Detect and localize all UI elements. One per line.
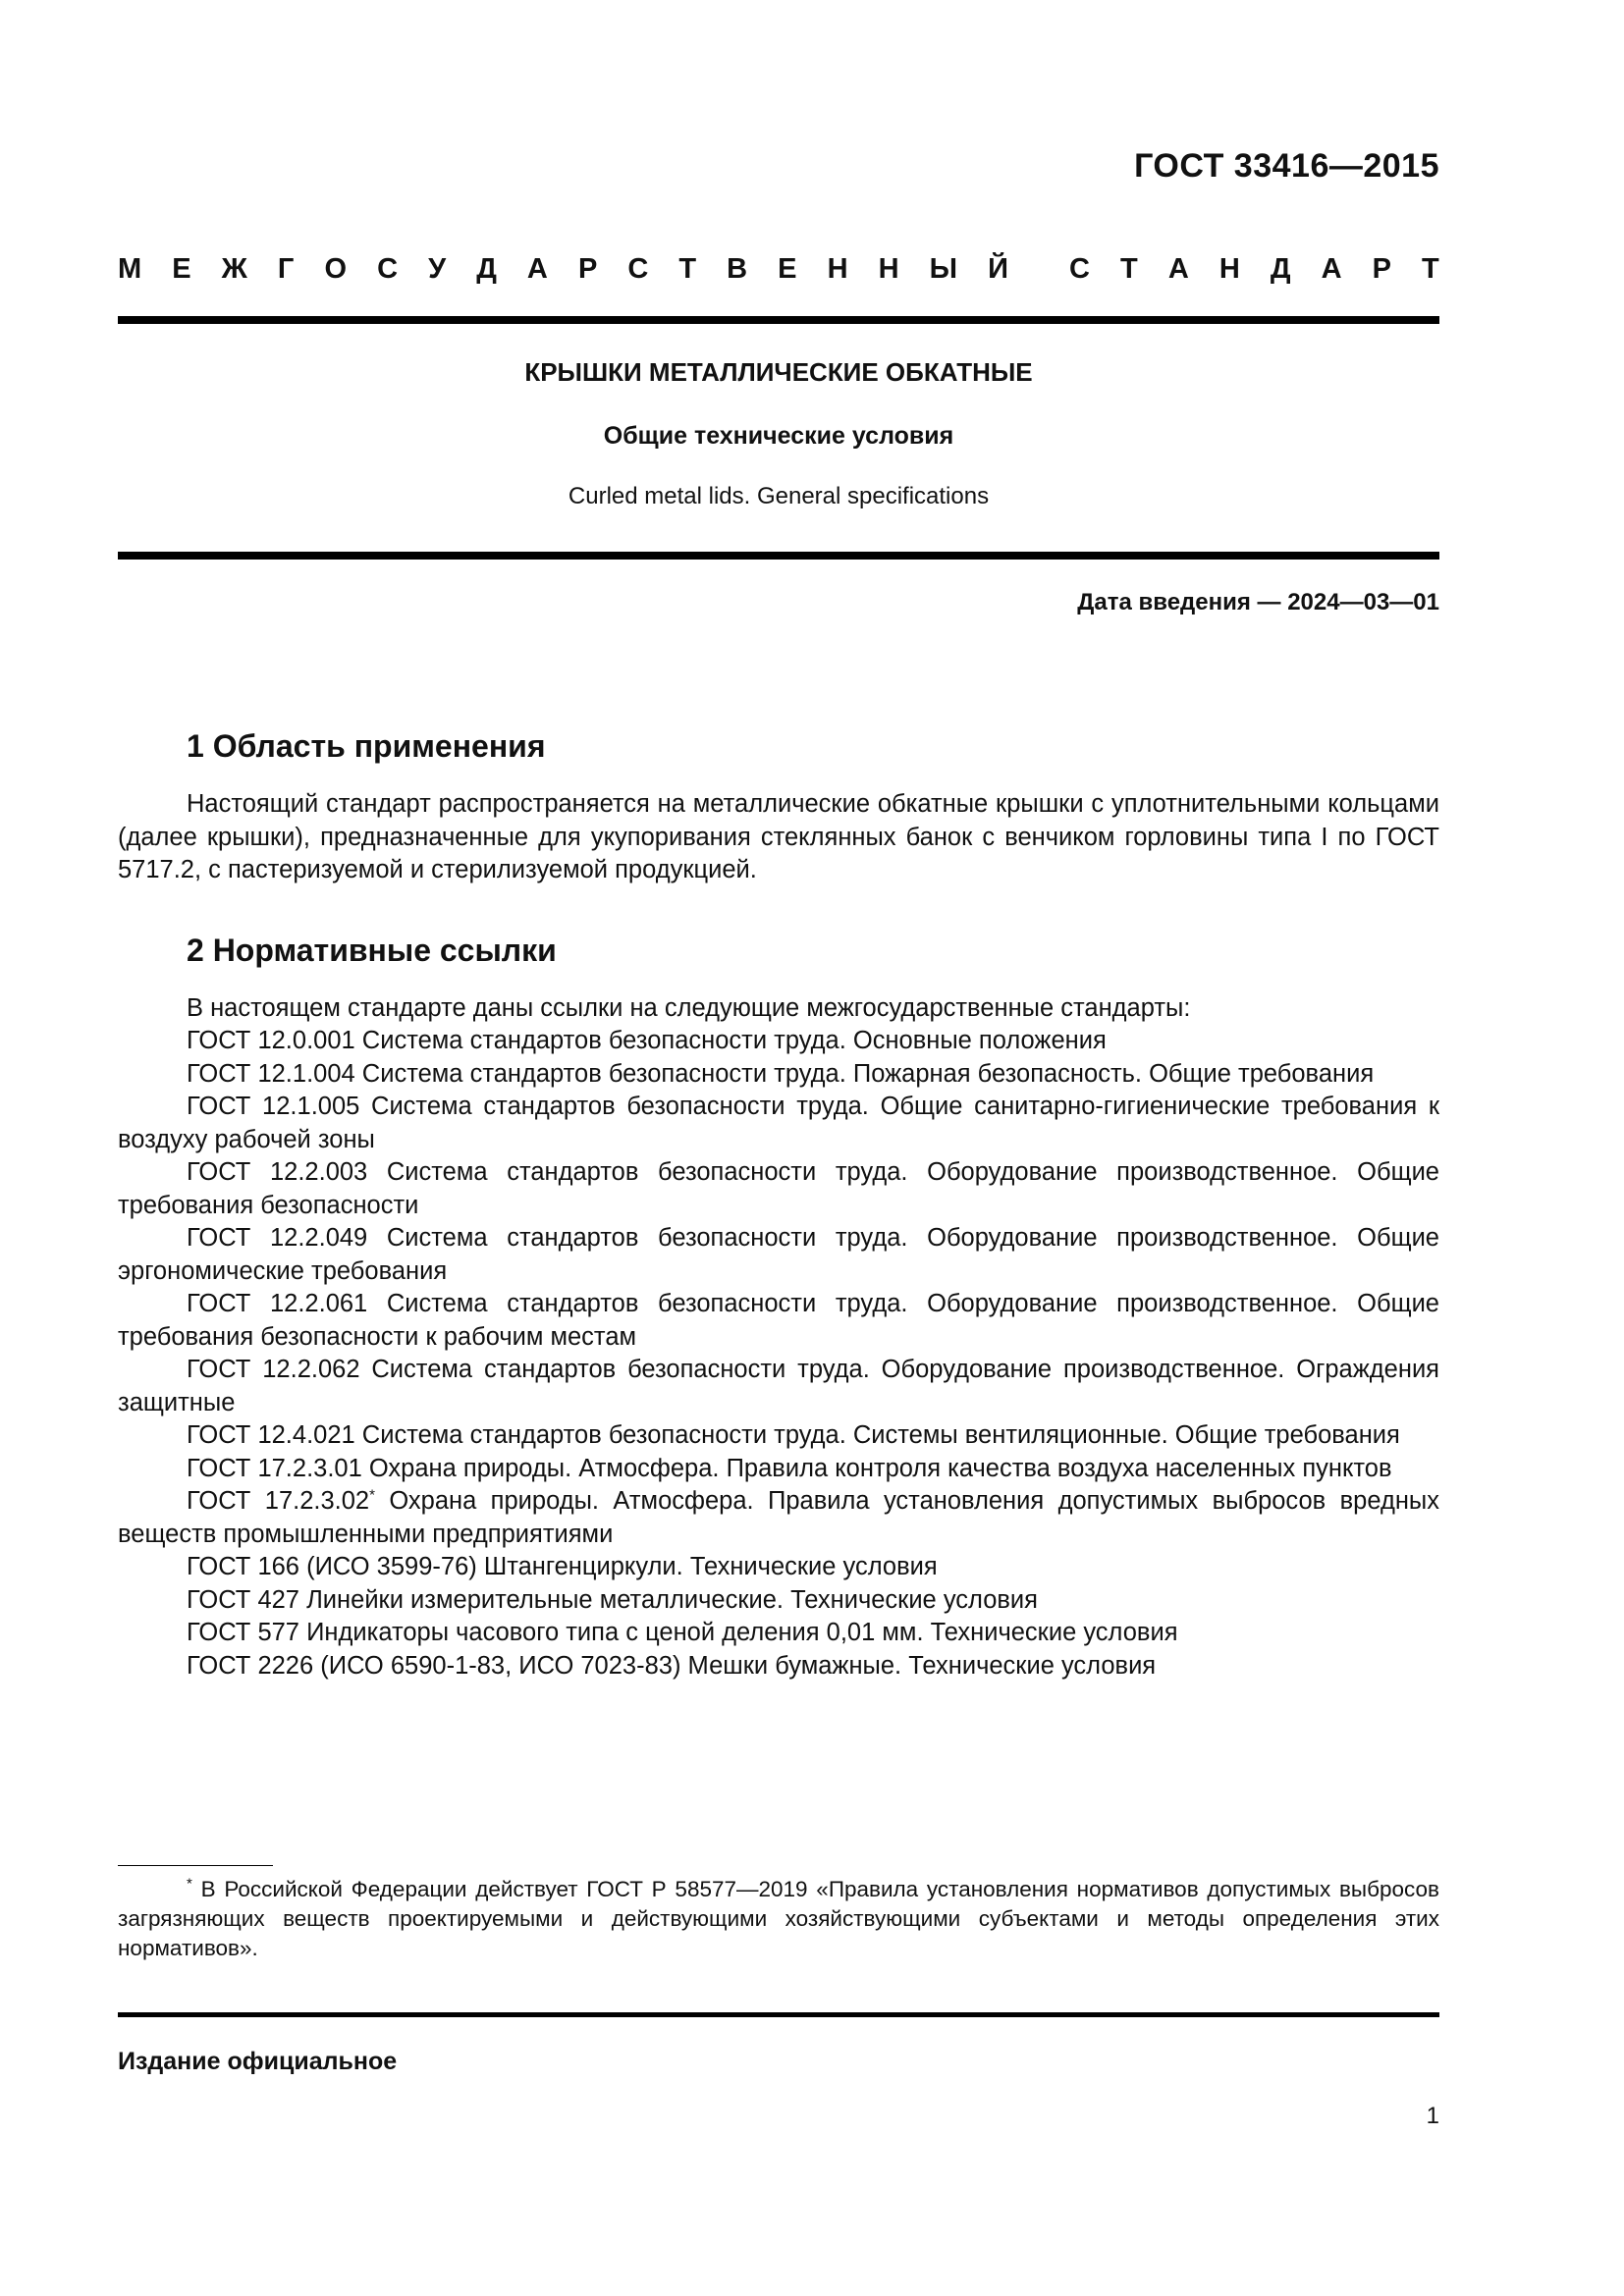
banner-letter: М <box>118 253 142 285</box>
footnote-marker: * <box>369 1486 375 1504</box>
reference-item: ГОСТ 2226 (ИСО 6590-1-83, ИСО 7023-83) Мешки бумажные. Технические условия <box>187 1651 1157 1680</box>
banner-letter: Г <box>277 253 295 285</box>
reference-item: ГОСТ 12.1.004 Система стандартов безопасности труда. Пожарная безопасность. Общие требования <box>187 1059 1375 1088</box>
footnote-separator <box>118 1865 273 1866</box>
reference-item: ГОСТ 577 Индикаторы часового типа с ценой деления 0,01 мм. Технические условия <box>187 1619 1178 1646</box>
banner-letter: Д <box>476 253 497 285</box>
reference-title: Охрана природы. Атмосфера. Правила установления допустимых выбросов вредных веществ промышленными предприятиями <box>118 1487 1439 1548</box>
banner-letter: Н <box>827 253 848 285</box>
banner-letter: Д <box>1270 253 1291 285</box>
scope-paragraph: Настоящий стандарт распространяется на металлические обкатные крышки с уплотнительными кольцами (далее крышки), предназначенные для укупоривания стеклянных банок с венчиком горловины типа I по ГОСТ 5717.2, с пастеризуемой и стерилизуемой продукцией. <box>118 790 1439 883</box>
footnote-text: В Российской Федерации действует ГОСТ Р 58577—2019 «Правила установления нормативов допустимых выбросов загрязняющих веществ проектируемыми и действующими хозяйствующими субъектами и методы определения этих нормативов». <box>118 1877 1439 1960</box>
reference-item: ГОСТ 12.0.001 Система стандартов безопасности труда. Основные положения <box>187 1027 1107 1054</box>
document-body <box>118 728 1439 1682</box>
banner-letter: Е <box>778 253 797 285</box>
reference-item: ГОСТ 12.2.049 Система стандартов безопасности труда. Оборудование производственное. Общие эргономические требования <box>118 1224 1439 1285</box>
banner-letter: С <box>377 253 399 285</box>
banner-letter: Р <box>1372 253 1391 285</box>
divider-rule <box>118 552 1439 560</box>
reference-item: ГОСТ 12.2.061 Система стандартов безопасности труда. Оборудование производственное. Общие требования безопасности к рабочим местам <box>118 1290 1439 1351</box>
footer-rule <box>118 2012 1439 2017</box>
banner-letter: Т <box>1422 253 1439 285</box>
introduction-date: Дата введения — 2024—03—01 <box>1077 589 1439 615</box>
standard-number: ГОСТ 33416—2015 <box>1134 147 1439 185</box>
banner-letter: А <box>1167 253 1189 285</box>
banner-letter: О <box>324 253 347 285</box>
footnote <box>118 1875 1439 1963</box>
section-heading: 2 Нормативные ссылки <box>187 932 557 968</box>
banner-letter: Й <box>988 253 1008 285</box>
divider-rule <box>118 316 1439 324</box>
document-title-english: Curled metal lids. General specifications <box>568 483 990 509</box>
banner-letter: С <box>627 253 649 285</box>
document-title: КРЫШКИ МЕТАЛЛИЧЕСКИЕ ОБКАТНЫЕ <box>524 357 1033 387</box>
document-subtitle: Общие технические условия <box>603 422 954 450</box>
banner-letter: А <box>526 253 548 285</box>
references-intro: В настоящем стандарте даны ссылки на следующие межгосударственные стандарты: <box>187 993 1191 1022</box>
banner-letter: Т <box>1120 253 1138 285</box>
reference-item: ГОСТ 12.2.003 Система стандартов безопасности труда. Оборудование производственное. Общие требования безопасности <box>118 1158 1439 1219</box>
banner-letter: Н <box>878 253 899 285</box>
reference-item: ГОСТ 12.2.062 Система стандартов безопасности труда. Оборудование производственное. Ограждения защитные <box>118 1356 1439 1416</box>
reference-item <box>118 1485 1439 1551</box>
footnote-marker: * <box>187 1875 192 1893</box>
section-heading: 1 Область применения <box>187 728 546 764</box>
banner-letter: У <box>428 253 447 285</box>
banner-letter: С <box>1069 253 1090 285</box>
reference-item: ГОСТ 166 (ИСО 3599-76) Штангенциркули. Технические условия <box>187 1553 938 1580</box>
reference-code: ГОСТ 17.2.3.02 <box>187 1487 370 1515</box>
interstate-standard-banner <box>118 253 1439 286</box>
reference-item: ГОСТ 427 Линейки измерительные металлические. Технические условия <box>187 1585 1038 1614</box>
banner-letter: Р <box>577 253 598 285</box>
banner-letter: Ж <box>221 253 247 285</box>
reference-item: ГОСТ 17.2.3.01 Охрана природы. Атмосфера. Правила контроля качества воздуха населенных пунктов <box>187 1454 1392 1482</box>
banner-letter: Н <box>1218 253 1240 285</box>
reference-item: ГОСТ 12.4.021 Система стандартов безопасности труда. Системы вентиляционные. Общие требования <box>187 1421 1400 1449</box>
banner-letter: Т <box>678 253 697 285</box>
edition-label: Издание официальное <box>118 2048 398 2075</box>
banner-letter: В <box>727 253 748 285</box>
banner-letter: Ы <box>929 253 957 285</box>
reference-item: ГОСТ 12.1.005 Система стандартов безопасности труда. Общие санитарно-гигиенические требования к воздуху рабочей зоны <box>118 1093 1439 1153</box>
banner-letter: Е <box>172 253 191 285</box>
banner-letter: А <box>1321 253 1342 285</box>
page-number: 1 <box>1426 2103 1439 2129</box>
